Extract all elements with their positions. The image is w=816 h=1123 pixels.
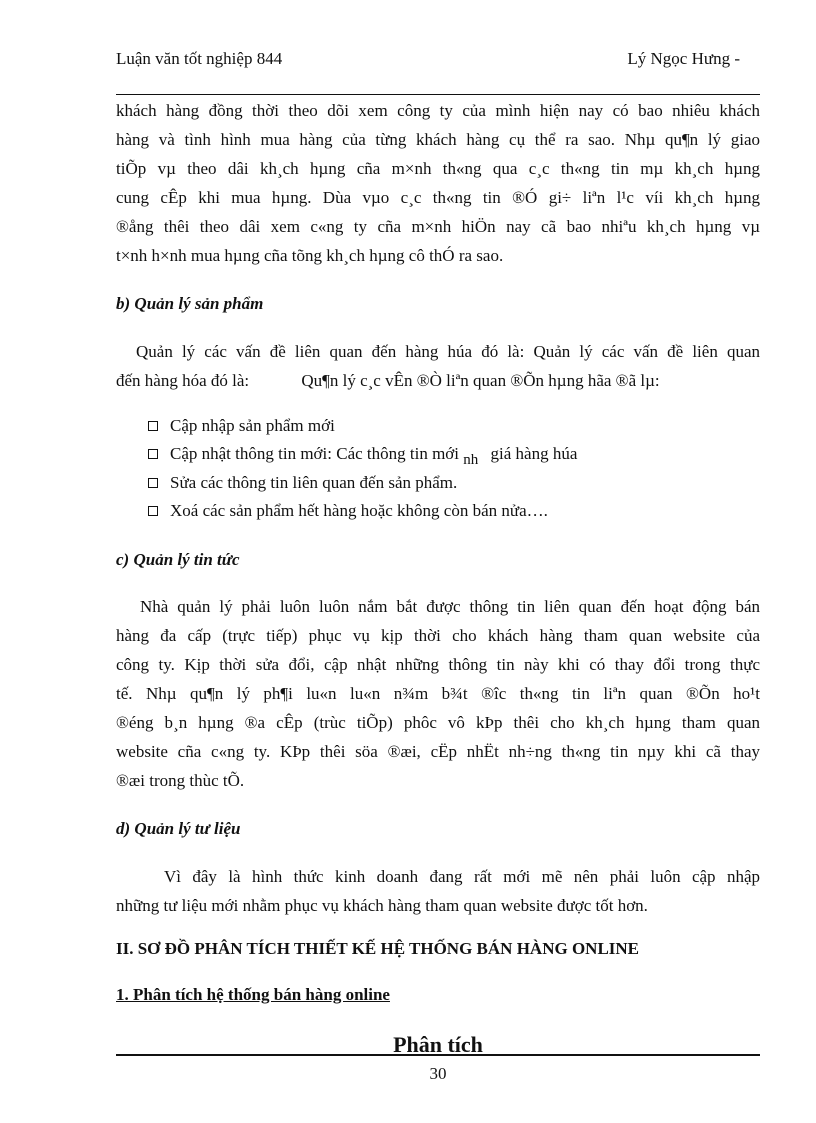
text-line: ®æi trong thùc tÕ.: [116, 771, 245, 790]
text-line: Nhà quản lý phải luôn luôn nắm bắt được thông tin liên quan đến hoạt động bán: [140, 597, 760, 616]
text-line: [116, 366, 760, 395]
text-line: Quản lý các vấn đề liên quan đến hàng húa đó là: Quản lý các vấn đề liên quan: [136, 342, 760, 361]
text-fragment: Qu¶n lý c¸c vÊn ®Ò liªn quan ®Õn hµng hãa ®ã lµ:: [301, 371, 660, 390]
header-rule: [116, 94, 760, 95]
checkbox-bullet-icon: [148, 449, 158, 459]
diagram-title: Phân tích: [393, 1032, 483, 1057]
checkbox-bullet-icon: [148, 478, 158, 488]
section-ii-heading: II. SƠ ĐỒ PHÂN TÍCH THIẾT KẾ HỆ THỐNG BÁN HÀNG ONLINE: [116, 939, 640, 958]
page-number: 30: [429, 1064, 447, 1083]
text-line: t×nh h×nh mua hµng cña tõng kh¸ch hµng cô thÓ ra sao.: [116, 246, 504, 265]
section-b-bullet-list: [116, 412, 760, 525]
list-item: [116, 497, 760, 525]
list-item-subscript: nh: [463, 452, 479, 468]
text-line: tế. Nhµ qu¶n lý ph¶i lu«n lu«n n¾m b¾t ®îc th«ng tin liªn quan ®Õn ho¹t: [116, 684, 760, 703]
text-line: ®éng b¸n hµng ®a cÊp (trùc tiÕp) phôc vô kÞp thêi cho kh¸ch hµng tham quan: [116, 713, 760, 732]
text-line: ®ång thêi theo dâi xem c«ng ty cña m×nh hiÖn nay cã bao nhiªu kh¸ch hµng vµ: [116, 217, 760, 236]
list-item-tail: giá hàng húa: [490, 444, 578, 463]
header-author: Lý Ngọc Hưng -: [627, 49, 740, 68]
list-item: [116, 440, 760, 469]
header-left-title: Luận văn tốt nghiệp 844: [116, 49, 283, 68]
text-line: khách hàng đồng thời theo dõi xem công ty của mình hiện nay có bao nhiêu khách: [116, 101, 760, 120]
section-d-paragraph: [116, 862, 760, 920]
checkbox-bullet-icon: [148, 421, 158, 431]
list-item-text: Xoá các sản phẩm hết hàng hoặc không còn bán nửa….: [170, 501, 548, 520]
text-line: website cña c«ng ty. KÞp thêi söa ®æi, cËp nhËt nh÷ng th«ng tin nµy khi cã thay: [116, 742, 760, 761]
list-item: [116, 412, 760, 440]
text-line: tiÕp vµ theo dâi kh¸ch hµng cña m×nh th«ng qua c¸c th«ng tin mµ kh¸ch hµng: [116, 159, 760, 178]
text-line: công ty. Kịp thời sửa đổi, cập nhật những thông tin này khi có thay đổi trong thực: [116, 655, 760, 674]
section-b-paragraph: [116, 337, 760, 395]
list-item-text: Cập nhật thông tin mới: Các thông tin mới: [170, 444, 460, 463]
list-item-text: Sửa các thông tin liên quan đến sản phẩm.: [170, 473, 458, 492]
section-d-heading: d) Quản lý tư liệu: [116, 819, 241, 838]
list-item: [116, 469, 760, 497]
text-line: những tư liệu mới nhằm phục vụ khách hàng tham quan website được tốt hơn.: [116, 896, 648, 915]
list-item-text: Cập nhập sản phẩm mới: [170, 416, 335, 435]
text-line: cung cÊp khi mua hµng. Dùa vµo c¸c th«ng tin ®Ó gi÷ liªn l¹c víi kh¸ch hµng: [116, 188, 760, 207]
page-body: [116, 97, 760, 1058]
section-b-heading: b) Quản lý sản phẩm: [116, 294, 264, 313]
section-c-paragraph: [116, 592, 760, 795]
text-line: hàng đa cấp (trực tiếp) phục vụ kịp thời cho khách hàng tham quan website của: [116, 626, 760, 645]
text-line: hàng và tình hình mua hàng của từng khách hàng cụ thể ra sao. Nhµ qu¶n lý giao: [116, 130, 760, 149]
text-fragment: đến hàng hóa đó là:: [116, 371, 250, 390]
intro-paragraph: [116, 96, 760, 270]
subsection-1-heading: 1. Phân tích hệ thống bán hàng online: [116, 985, 390, 1004]
footer-rule: [116, 1054, 760, 1056]
checkbox-bullet-icon: [148, 506, 158, 516]
text-line: Vì đây là hình thức kinh doanh đang rất mới mẽ nên phải luôn cập nhập: [164, 867, 760, 886]
section-c-heading: c) Quản lý tin tức: [116, 550, 240, 569]
